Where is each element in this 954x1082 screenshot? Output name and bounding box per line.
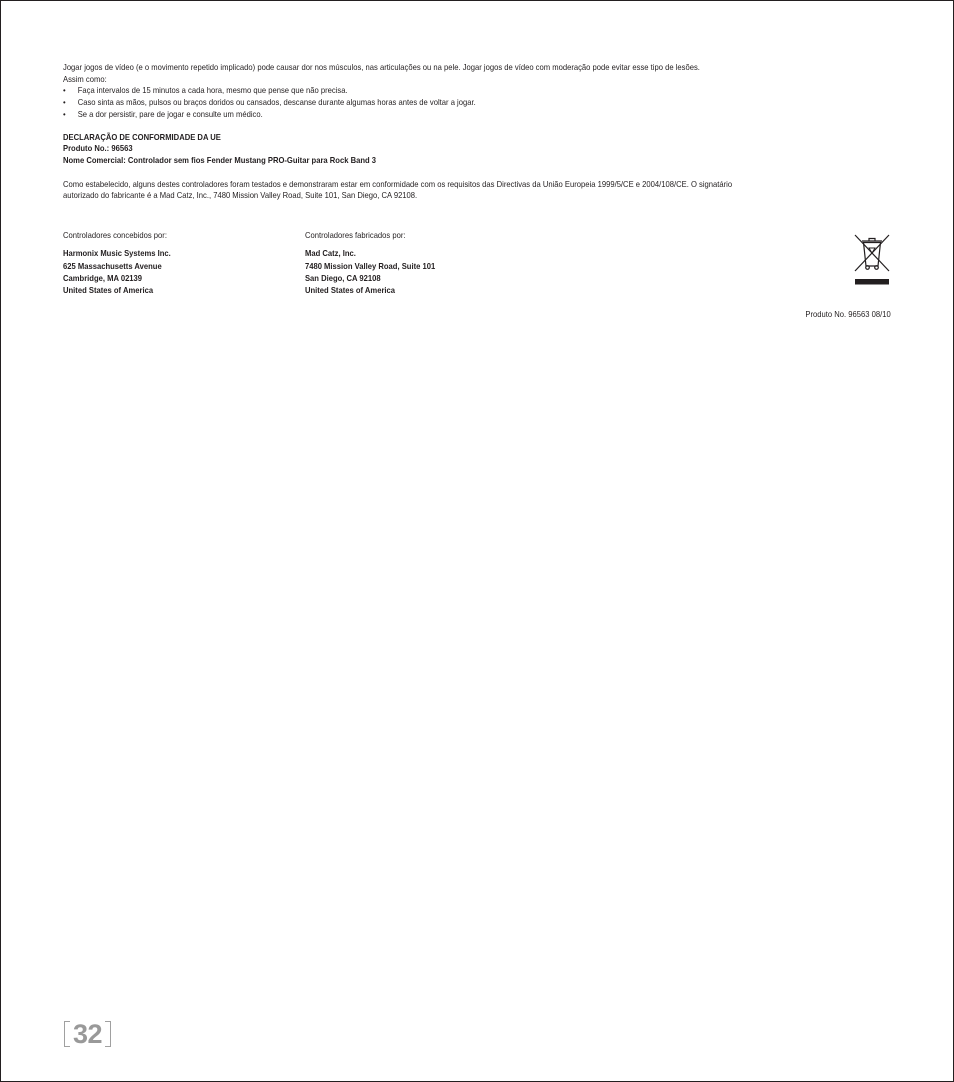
address-line: Harmonix Music Systems Inc. <box>63 248 171 259</box>
designed-by-heading: Controladores concebidos por: <box>63 230 167 240</box>
eu-declaration <box>63 132 891 167</box>
conformity-statement <box>63 179 891 202</box>
statement-line: Como estabelecido, alguns destes controladores foram testados e demonstraram estar em conformidade com os requisitos das Directivas da União Europeia 1999/5/CE e 2004/108/CE. O signatário <box>63 178 733 189</box>
bullet: • <box>63 108 66 119</box>
crossed-out-wheelie-bin-icon <box>852 232 892 287</box>
list-item <box>63 85 891 97</box>
list-item-text: Se a dor persistir, pare de jogar e consulte um médico. <box>77 108 263 119</box>
bracket-right-icon <box>105 1021 111 1047</box>
list-item-text: Faça intervalos de 15 minutos a cada hora, mesmo que pense que não precisa. <box>77 85 348 96</box>
list-item <box>63 97 891 109</box>
address-line: Cambridge, MA 02139 <box>63 272 143 283</box>
designed-by-block <box>63 229 284 296</box>
bullet: • <box>63 97 66 108</box>
address-line: 7480 Mission Valley Road, Suite 101 <box>304 260 436 271</box>
document-body <box>63 62 891 202</box>
health-warning-list <box>63 85 891 120</box>
manufactured-by-heading: Controladores fabricados por: <box>304 230 406 240</box>
declaration-commercial-name: Nome Comercial: Controlador sem fios Fender Mustang PRO-Guitar para Rock Band 3 <box>63 154 377 165</box>
list-item <box>63 109 891 121</box>
statement-line: autorizado do fabricante é a Mad Catz, Inc., 7480 Mission Valley Road, Suite 101, San Diego, CA 92108. <box>63 190 418 201</box>
address-line: United States of America <box>63 285 154 296</box>
manufactured-by-block <box>305 229 526 296</box>
address-line: Mad Catz, Inc. <box>304 248 356 259</box>
address-line: United States of America <box>304 285 396 296</box>
address-line: 625 Massachusetts Avenue <box>63 260 162 271</box>
health-warning-paragraph: Jogar jogos de vídeo (e o movimento repetido implicado) pode causar dor nos músculos, nas articulações ou na pele. Jogar jogos de vídeo com moderação pode evitar esse tipo de lesões. <box>63 62 700 72</box>
page-number <box>64 1019 111 1049</box>
product-code: Produto No. 96563 08/10 <box>805 309 891 319</box>
bullet: • <box>63 85 66 96</box>
address-line: San Diego, CA 92108 <box>304 272 381 283</box>
health-warning-intro: Assim como: <box>63 73 107 84</box>
declaration-product-number: Produto No.: 96563 <box>63 143 133 154</box>
declaration-title: DECLARAÇÃO DE CONFORMIDADE DA UE <box>63 131 221 142</box>
page-number-text: 32 <box>73 1019 103 1049</box>
list-item-text: Caso sinta as mãos, pulsos ou braços doridos ou cansados, descanse durante algumas horas antes de voltar a jogar. <box>77 97 476 108</box>
